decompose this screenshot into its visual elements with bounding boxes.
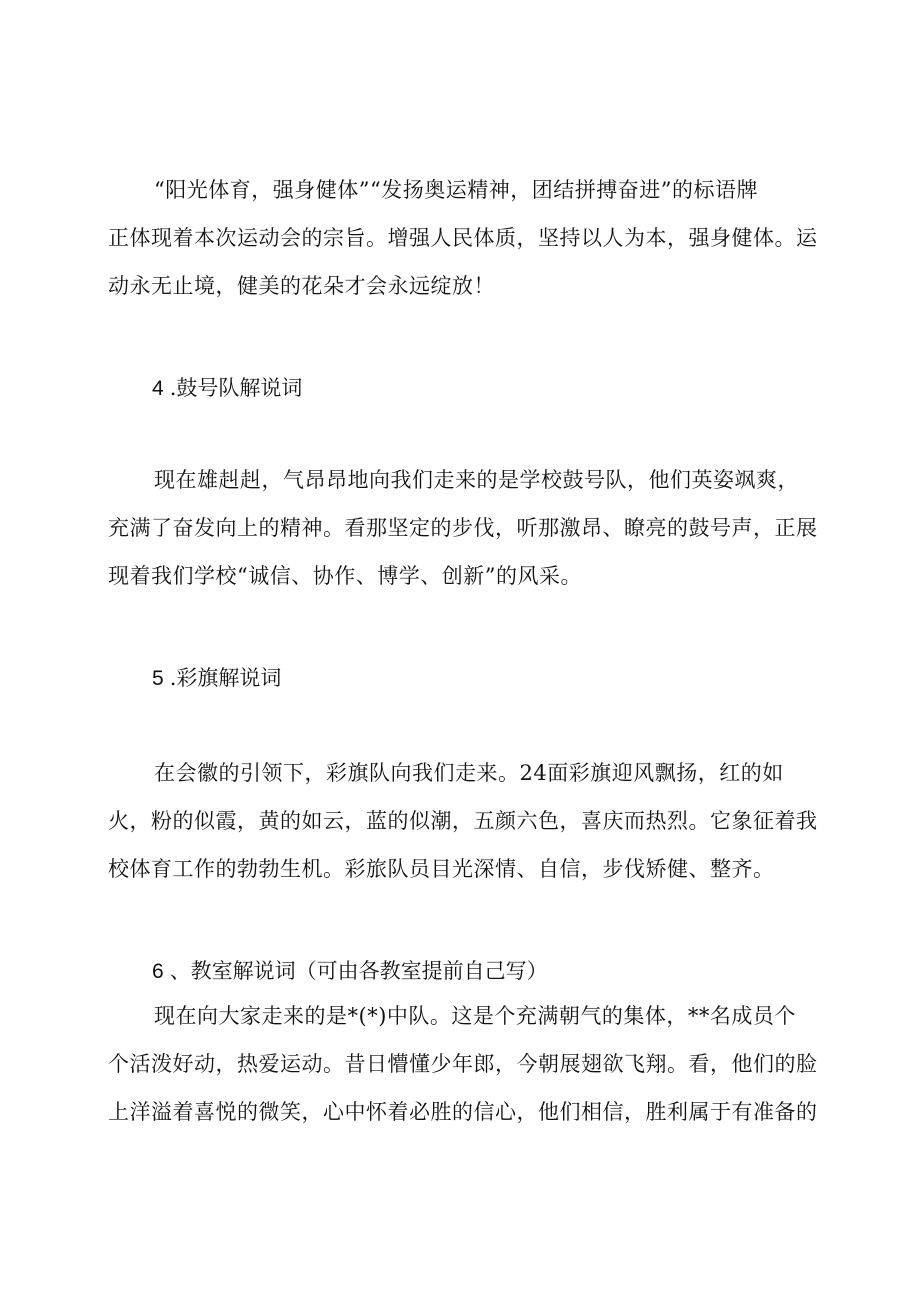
- paragraph-classroom-line-1: 现在向大家走来的是*(*)中队。这是个充满朝气的集体，**名成员个: [154, 1004, 796, 1028]
- section-number: 5: [152, 667, 164, 690]
- paragraph-slogan-line-2: 正体现着本次运动会的宗旨。增强人民体质，坚持以人为本，强身健体。运: [108, 226, 818, 250]
- section-number: 4: [152, 377, 164, 400]
- paragraph-classroom-line-2: 个活泼好动，热爱运动。昔日懵懂少年郎，今朝展翅欲飞翔。看，他们的脸: [108, 1052, 818, 1076]
- section-title: .鼓号队解说词: [169, 376, 303, 400]
- section-heading-flags: [152, 664, 281, 693]
- paragraph-drum-line-3: 现着我们学校“诚信、协作、博学、创新”的风采。: [108, 564, 582, 588]
- section-heading-classroom: [152, 957, 548, 986]
- paragraph-slogan-line-3: 动永无止境，健美的花朵才会永远绽放！: [108, 274, 495, 298]
- section-heading-drum-team: [152, 374, 302, 403]
- paragraph-classroom-line-3: 上洋溢着喜悦的微笑，心中怀着必胜的信心，他们相信，胜利属于有准备的: [108, 1100, 818, 1124]
- paragraph-flags-line-1: 在会徽的引领下，彩旗队向我们走来。24面彩旗迎风飘扬，红的如: [154, 761, 784, 785]
- paragraph-slogan-line-1: “阳光体育，强身健体”“发扬奥运精神，团结拼搏奋进”的标语牌: [154, 178, 758, 202]
- paragraph-drum-line-2: 充满了奋发向上的精神。看那坚定的步伐，听那激昂、瞭亮的鼓号声，正展: [108, 516, 818, 540]
- paragraph-drum-line-1: 现在雄赳赳，气昂昂地向我们走来的是学校鼓号队，他们英姿飒爽，: [154, 468, 799, 492]
- section-number: 6: [152, 960, 164, 983]
- section-title: 、教室解说词（可由各教室提前自己写）: [169, 959, 548, 983]
- paragraph-flags-line-3: 校体育工作的勃勃生机。彩旅队员目光深情、自信，步伐矫健、整齐。: [108, 857, 775, 881]
- paragraph-flags-line-2: 火，粉的似霞，黄的如云，蓝的似潮，五颜六色，喜庆而热烈。它象征着我: [108, 809, 818, 833]
- section-title: .彩旗解说词: [169, 666, 282, 690]
